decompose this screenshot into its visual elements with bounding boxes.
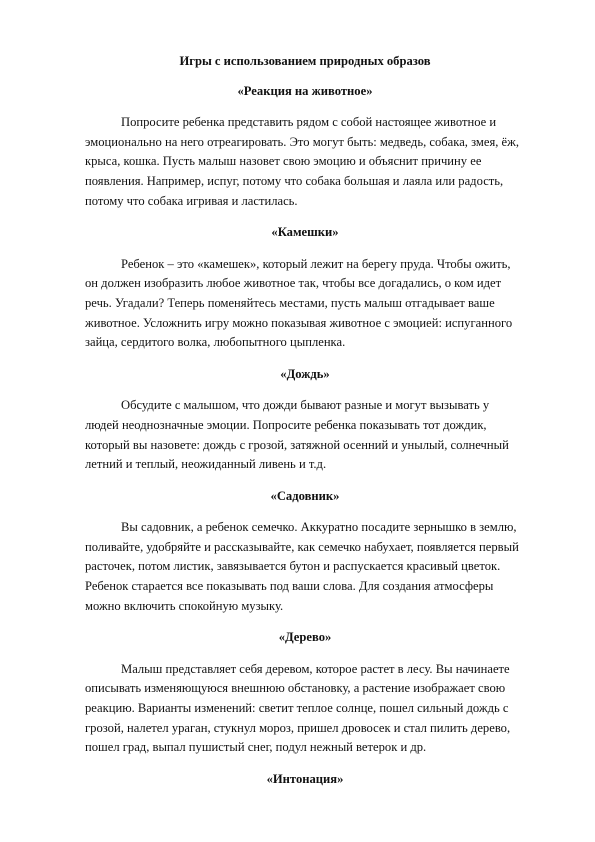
section-paragraph: Вы садовник, а ребенок семечко. Аккуратно посадите зернышко в землю, поливайте, удобряйте и рассказывайте, как семечко набухает, появляется первый расточек, потом листик, завязывается бутон и распускается красивый цветок. Ребенок старается все показывать под ваши слова. Для создания атмосферы можно включить спокойную музыку.: [85, 520, 519, 613]
section-heading: «Реакция на животное»: [237, 83, 373, 98]
section-intonation: [85, 770, 525, 790]
section-heading: «Дождь»: [280, 366, 330, 381]
section-paragraph: Малыш представляет себя деревом, которое растет в лесу. Вы начинаете описывать изменяющуюся внешнюю обстановку, а растение изображает свою реакцию. Варианты изменений: светит теплое солнце, пошел сильный дождь с грозой, налетел ураган, стукнул мороз, пришел дровосек и стал пилить дерево, пошел град, выпал пушистый снег, подул нежный ветерок и др.: [85, 661, 511, 755]
section-reaction-to-animal: [85, 82, 525, 212]
section-heading: «Садовник»: [270, 488, 340, 503]
section-heading: «Камешки»: [271, 225, 339, 240]
section-pebbles: [85, 223, 525, 353]
section-rain: [85, 365, 525, 475]
section-paragraph: Попросите ребенка представить рядом с собой настоящее животное и эмоционально на него отреагировать. Это могут быть: медведь, собака, змея, ёж, крыса, кошка. Пусть малыш назовет свою эмоцию и объяснит причину ее появления. Например, испуг, потому что собака большая и лаяла или радость, потому что собака игривая и ластилась.: [85, 115, 519, 208]
section-paragraph: Ребенок – это «камешек», который лежит на берегу пруда. Чтобы ожить, он должен изобразить любое животное так, чтобы все догадались, о ком идет речь. Угадали? Теперь поменяйтесь местами, пусть малыш отгадывает ваше животное. Усложнить игру можно показывая животное с эмоцией: испуганного зайца, сердитого волка, любопытного цыпленка.: [85, 256, 513, 350]
section-tree: [85, 628, 525, 758]
section-heading: «Дерево»: [278, 630, 332, 645]
document-page: [85, 52, 525, 801]
section-paragraph: Обсудите с малышом, что дожди бывают разные и могут вызывать у людей неоднозначные эмоции. Попросите ребенка показывать тот дождик, который вы назовете: дождь с грозой, затяжной осенний и унылый, солнечный летний и теплый, неожиданный ливень и т.д.: [85, 398, 509, 472]
section-gardener: [85, 487, 525, 617]
section-heading: «Интонация»: [266, 771, 344, 786]
document-title: Игры с использованием природных образов: [179, 54, 431, 68]
